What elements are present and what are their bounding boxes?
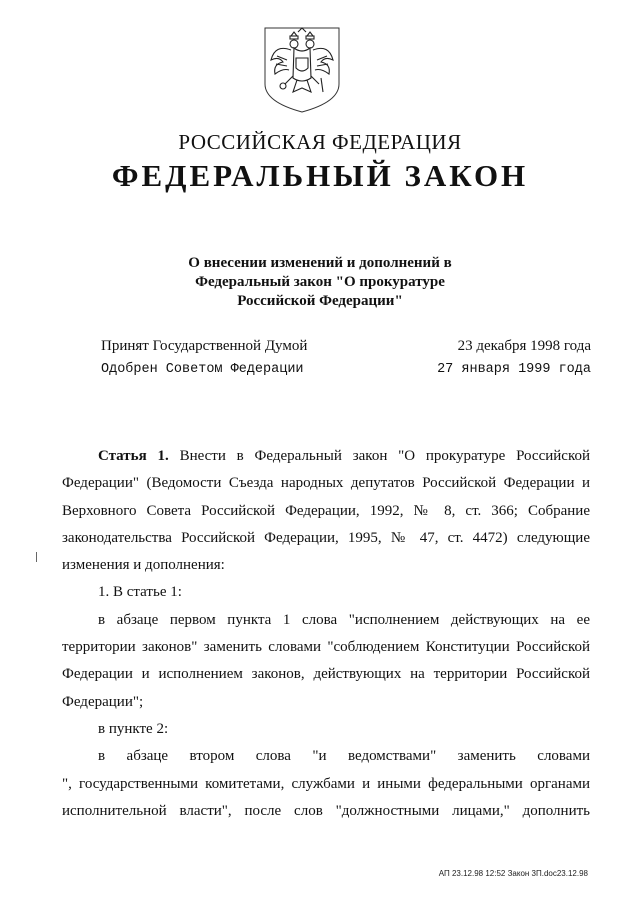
council-approval-label: Одобрен Советом Федерации: [101, 362, 304, 377]
law-title: [120, 254, 520, 311]
council-approval-date: 27 января 1999 года: [437, 362, 591, 377]
law-type-heading: ФЕДЕРАЛЬНЫЙ ЗАКОН: [111, 158, 529, 193]
article-item-2: в пункте 2:: [98, 720, 169, 737]
duma-adoption-row: [101, 338, 591, 358]
paragraph-line: в абзаце первом пункта 1 слова "исполнением действующих на ее: [98, 611, 590, 628]
law-title-line: Российской Федерации": [237, 293, 403, 309]
article-item-1: 1. В статье 1:: [98, 584, 182, 601]
council-approval-row: [101, 362, 591, 382]
country-name: РОССИЙСКАЯ ФЕДЕРАЦИЯ: [178, 130, 462, 154]
article-line: Федерации" (Ведомости Съезда народных депутатов Российской Федерации и: [62, 475, 590, 492]
document-footer: АП 23.12.98 12:52 Закон 3П.doc23.12.98: [438, 869, 588, 878]
article-line: Верховного Совета Российской Федерации, 1992, № 8, ст. 366; Собрание: [62, 502, 590, 519]
article-line: изменения и дополнения:: [62, 557, 225, 574]
law-title-line: Федеральный закон "О прокуратуре: [195, 274, 445, 290]
paragraph-line: ", государственными комитетами, службами и иными федеральными органами: [62, 775, 590, 792]
article-label: Статья 1.: [98, 448, 169, 464]
paragraph-line: Федерации";: [62, 693, 144, 710]
paragraph-line: в абзаце втором слова "и ведомствами" заменить словами: [98, 748, 590, 765]
russian-emblem-icon: [261, 26, 343, 114]
duma-adoption-date: 23 декабря 1998 года: [457, 338, 591, 354]
article-line: законодательства Российской Федерации, 1995, № 47, ст. 4472) следующие: [62, 529, 590, 546]
paragraph-line: территории законов" заменить словами "соблюдением Конституции Российской: [62, 639, 590, 656]
duma-adoption-label: Принят Государственной Думой: [101, 338, 308, 354]
law-title-line: О внесении изменений и дополнений в: [188, 255, 452, 271]
paragraph-line: исполнительной власти", после слов "должностными лицами," дополнить: [62, 802, 590, 819]
article-body: [62, 443, 590, 825]
paragraph-line: Федерации и исполнением законов, действующих на территории Российской: [62, 666, 590, 683]
article-line: Статья 1. Внести в Федеральный закон "О прокуратуре Российской: [98, 448, 591, 464]
margin-mark: [36, 552, 37, 562]
